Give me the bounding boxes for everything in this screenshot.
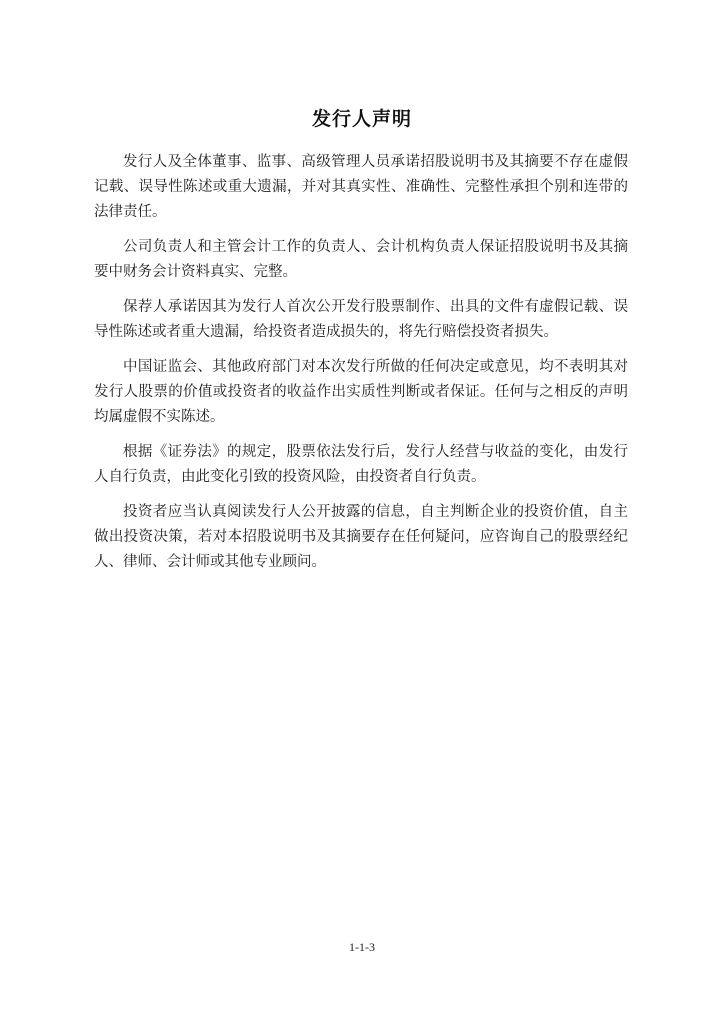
page-title: 发行人声明 xyxy=(311,108,412,130)
document-body xyxy=(94,150,628,585)
paragraph-sponsor-commitment: 保荐人承诺因其为发行人首次公开发行股票制作、出具的文件有虚假记载、误导性陈述或者重大遗漏，给投资者造成损失的，将先行赔偿投资者损失。 xyxy=(94,299,628,340)
paragraph-financial-responsibility: 公司负责人和主管会计工作的负责人、会计机构负责人保证招股说明书及其摘要中财务会计资料真实、完整。 xyxy=(94,239,628,280)
page-number: 1-1-3 xyxy=(349,940,375,954)
paragraph-securities-law: 根据《证券法》的规定，股票依法发行后，发行人经营与收益的变化，由发行人自行负责，由此变化引致的投资风险，由投资者自行负责。 xyxy=(94,444,628,485)
paragraph-investor-notice: 投资者应当认真阅读发行人公开披露的信息，自主判断企业的投资价值，自主做出投资决策，若对本招股说明书及其摘要存在任何疑问，应咨询自己的股票经纪人、律师、会计师或其他专业顾问。 xyxy=(94,504,628,570)
paragraph-issuer-commitment: 发行人及全体董事、监事、高级管理人员承诺招股说明书及其摘要不存在虚假记载、误导性陈述或重大遗漏，并对其真实性、准确性、完整性承担个别和连带的法律责任。 xyxy=(94,154,628,220)
paragraph-regulator-disclaimer: 中国证监会、其他政府部门对本次发行所做的任何决定或意见，均不表明其对发行人股票的价值或投资者的收益作出实质性判断或者保证。任何与之相反的声明均属虚假不实陈述。 xyxy=(94,359,628,425)
